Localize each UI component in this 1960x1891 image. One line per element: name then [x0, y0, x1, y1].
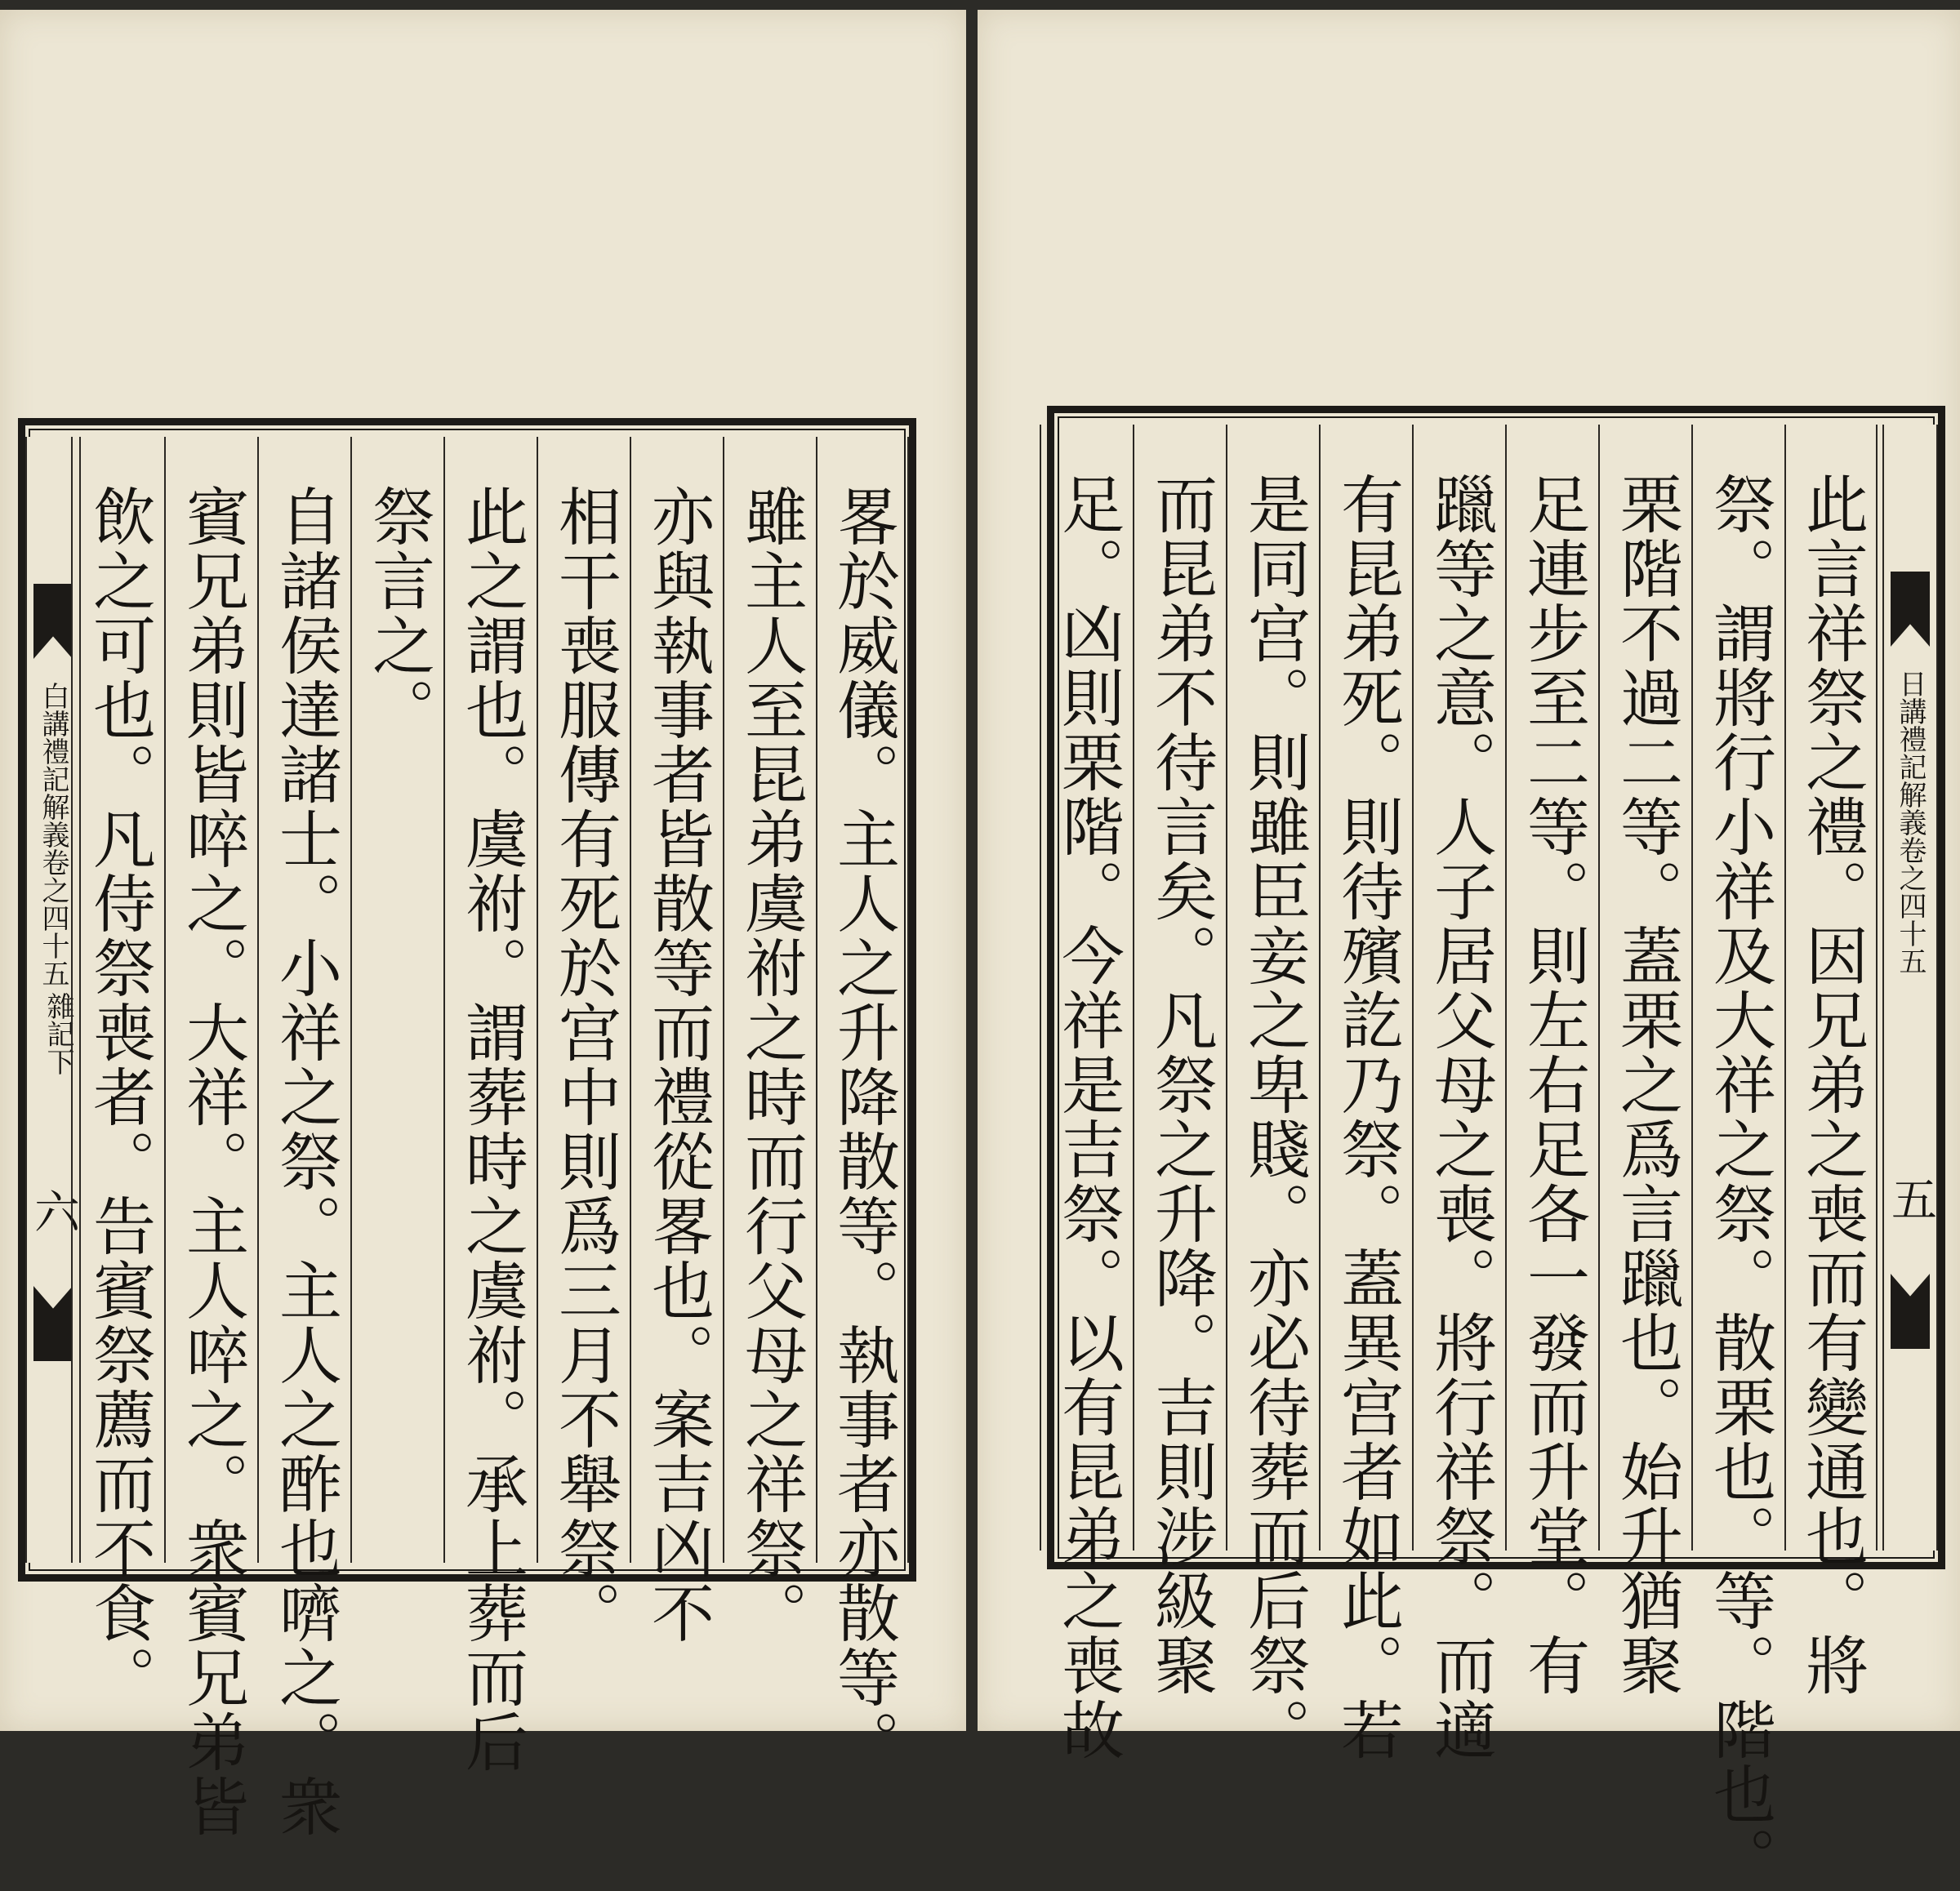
- column-text: 足連步至二等。則左右足各一發而升堂。有: [1517, 472, 1589, 1697]
- text-column: [537, 437, 630, 1645]
- text-column: [1226, 425, 1319, 1762]
- text-column: [443, 437, 537, 1774]
- text-column: [1412, 425, 1505, 1762]
- text-column: [350, 437, 443, 1563]
- text-column: [816, 437, 909, 1774]
- column-text: 足。凶則栗階。今祥是吉祭。以有昆弟之喪故: [1051, 472, 1124, 1762]
- right-text-columns: [1051, 425, 1878, 1891]
- column-text: 雖主人至昆弟虞祔之時而行父母之祥祭。: [734, 484, 807, 1645]
- column-text: 亦與執事者皆散等而禮從畧也。案吉凶不: [641, 484, 714, 1645]
- column-text: 此之謂也。虞祔。謂葬時之虞祔。承上葬而后: [455, 484, 528, 1774]
- column-text: 飲之可也。凡侍祭喪者。告賓祭薦而不食。: [82, 484, 155, 1710]
- left-margin-title: 白講禮記解義卷之四十五: [37, 682, 69, 987]
- left-text-columns: [82, 437, 909, 1839]
- right-page-frame: [1047, 406, 1945, 1891]
- text-column: [1598, 425, 1691, 1697]
- text-column: [1319, 425, 1412, 1762]
- text-column: [1040, 425, 1133, 1762]
- text-column: [630, 437, 723, 1645]
- text-column: [164, 437, 257, 1839]
- text-column: [71, 437, 164, 1710]
- text-column: [1505, 425, 1598, 1697]
- text-column: [1133, 425, 1226, 1697]
- text-column: [1784, 425, 1878, 1697]
- column-text: 此言祥祭之禮。因兄弟之喪而有變通也。將: [1795, 472, 1868, 1697]
- fishtail-mark-lower: [33, 1286, 73, 1361]
- right-margin-folio: 五: [1884, 1176, 1937, 1221]
- column-text: 是同宫。則雖臣妾之卑賤。亦必待葬而后祭。: [1237, 472, 1310, 1762]
- fishtail-mark-upper: [33, 584, 73, 659]
- column-text: 躐等之意。人子居父母之喪。將行祥祭。而適: [1423, 472, 1496, 1762]
- fishtail-mark-upper: [1891, 572, 1930, 647]
- column-text: 相干喪服傳有死於宫中則爲三月不舉祭。: [548, 484, 621, 1645]
- right-page: [978, 10, 1960, 1891]
- column-text: 祭。謂將行小祥及大祥之祭。散栗也。等。階也。: [1703, 472, 1775, 1891]
- left-margin-folio: 六: [27, 1188, 80, 1234]
- column-text: 祭言之。: [362, 484, 434, 742]
- left-page: [0, 10, 966, 1839]
- text-column: [1691, 425, 1784, 1891]
- text-column: [723, 437, 816, 1645]
- text-column: [257, 437, 350, 1839]
- column-text: 賓兄弟則皆啐之。大祥。主人啐之。衆賓兄弟皆: [176, 484, 248, 1839]
- column-text: 栗階不過二等。蓋栗之爲言躐也。始升猶聚: [1610, 472, 1682, 1697]
- column-text: 畧於威儀。主人之升降散等。執事者亦散等。: [826, 484, 899, 1774]
- right-margin-title: 日講禮記解義卷之四十五: [1894, 670, 1927, 975]
- column-text: 而昆弟不待言矣。凡祭之升降。吉則涉級聚: [1144, 472, 1217, 1697]
- column-text: 有昆弟死。則待殯訖乃祭。蓋異宫者如此。若: [1330, 472, 1403, 1762]
- fishtail-mark-lower: [1891, 1274, 1930, 1349]
- column-text: 自諸侯達諸士。小祥之祭。主人之酢也嚌之。衆: [269, 484, 341, 1839]
- left-margin-section: 雜記下: [42, 992, 74, 1075]
- left-page-frame: [18, 418, 916, 1839]
- right-page-center-margin: [1882, 425, 1938, 1551]
